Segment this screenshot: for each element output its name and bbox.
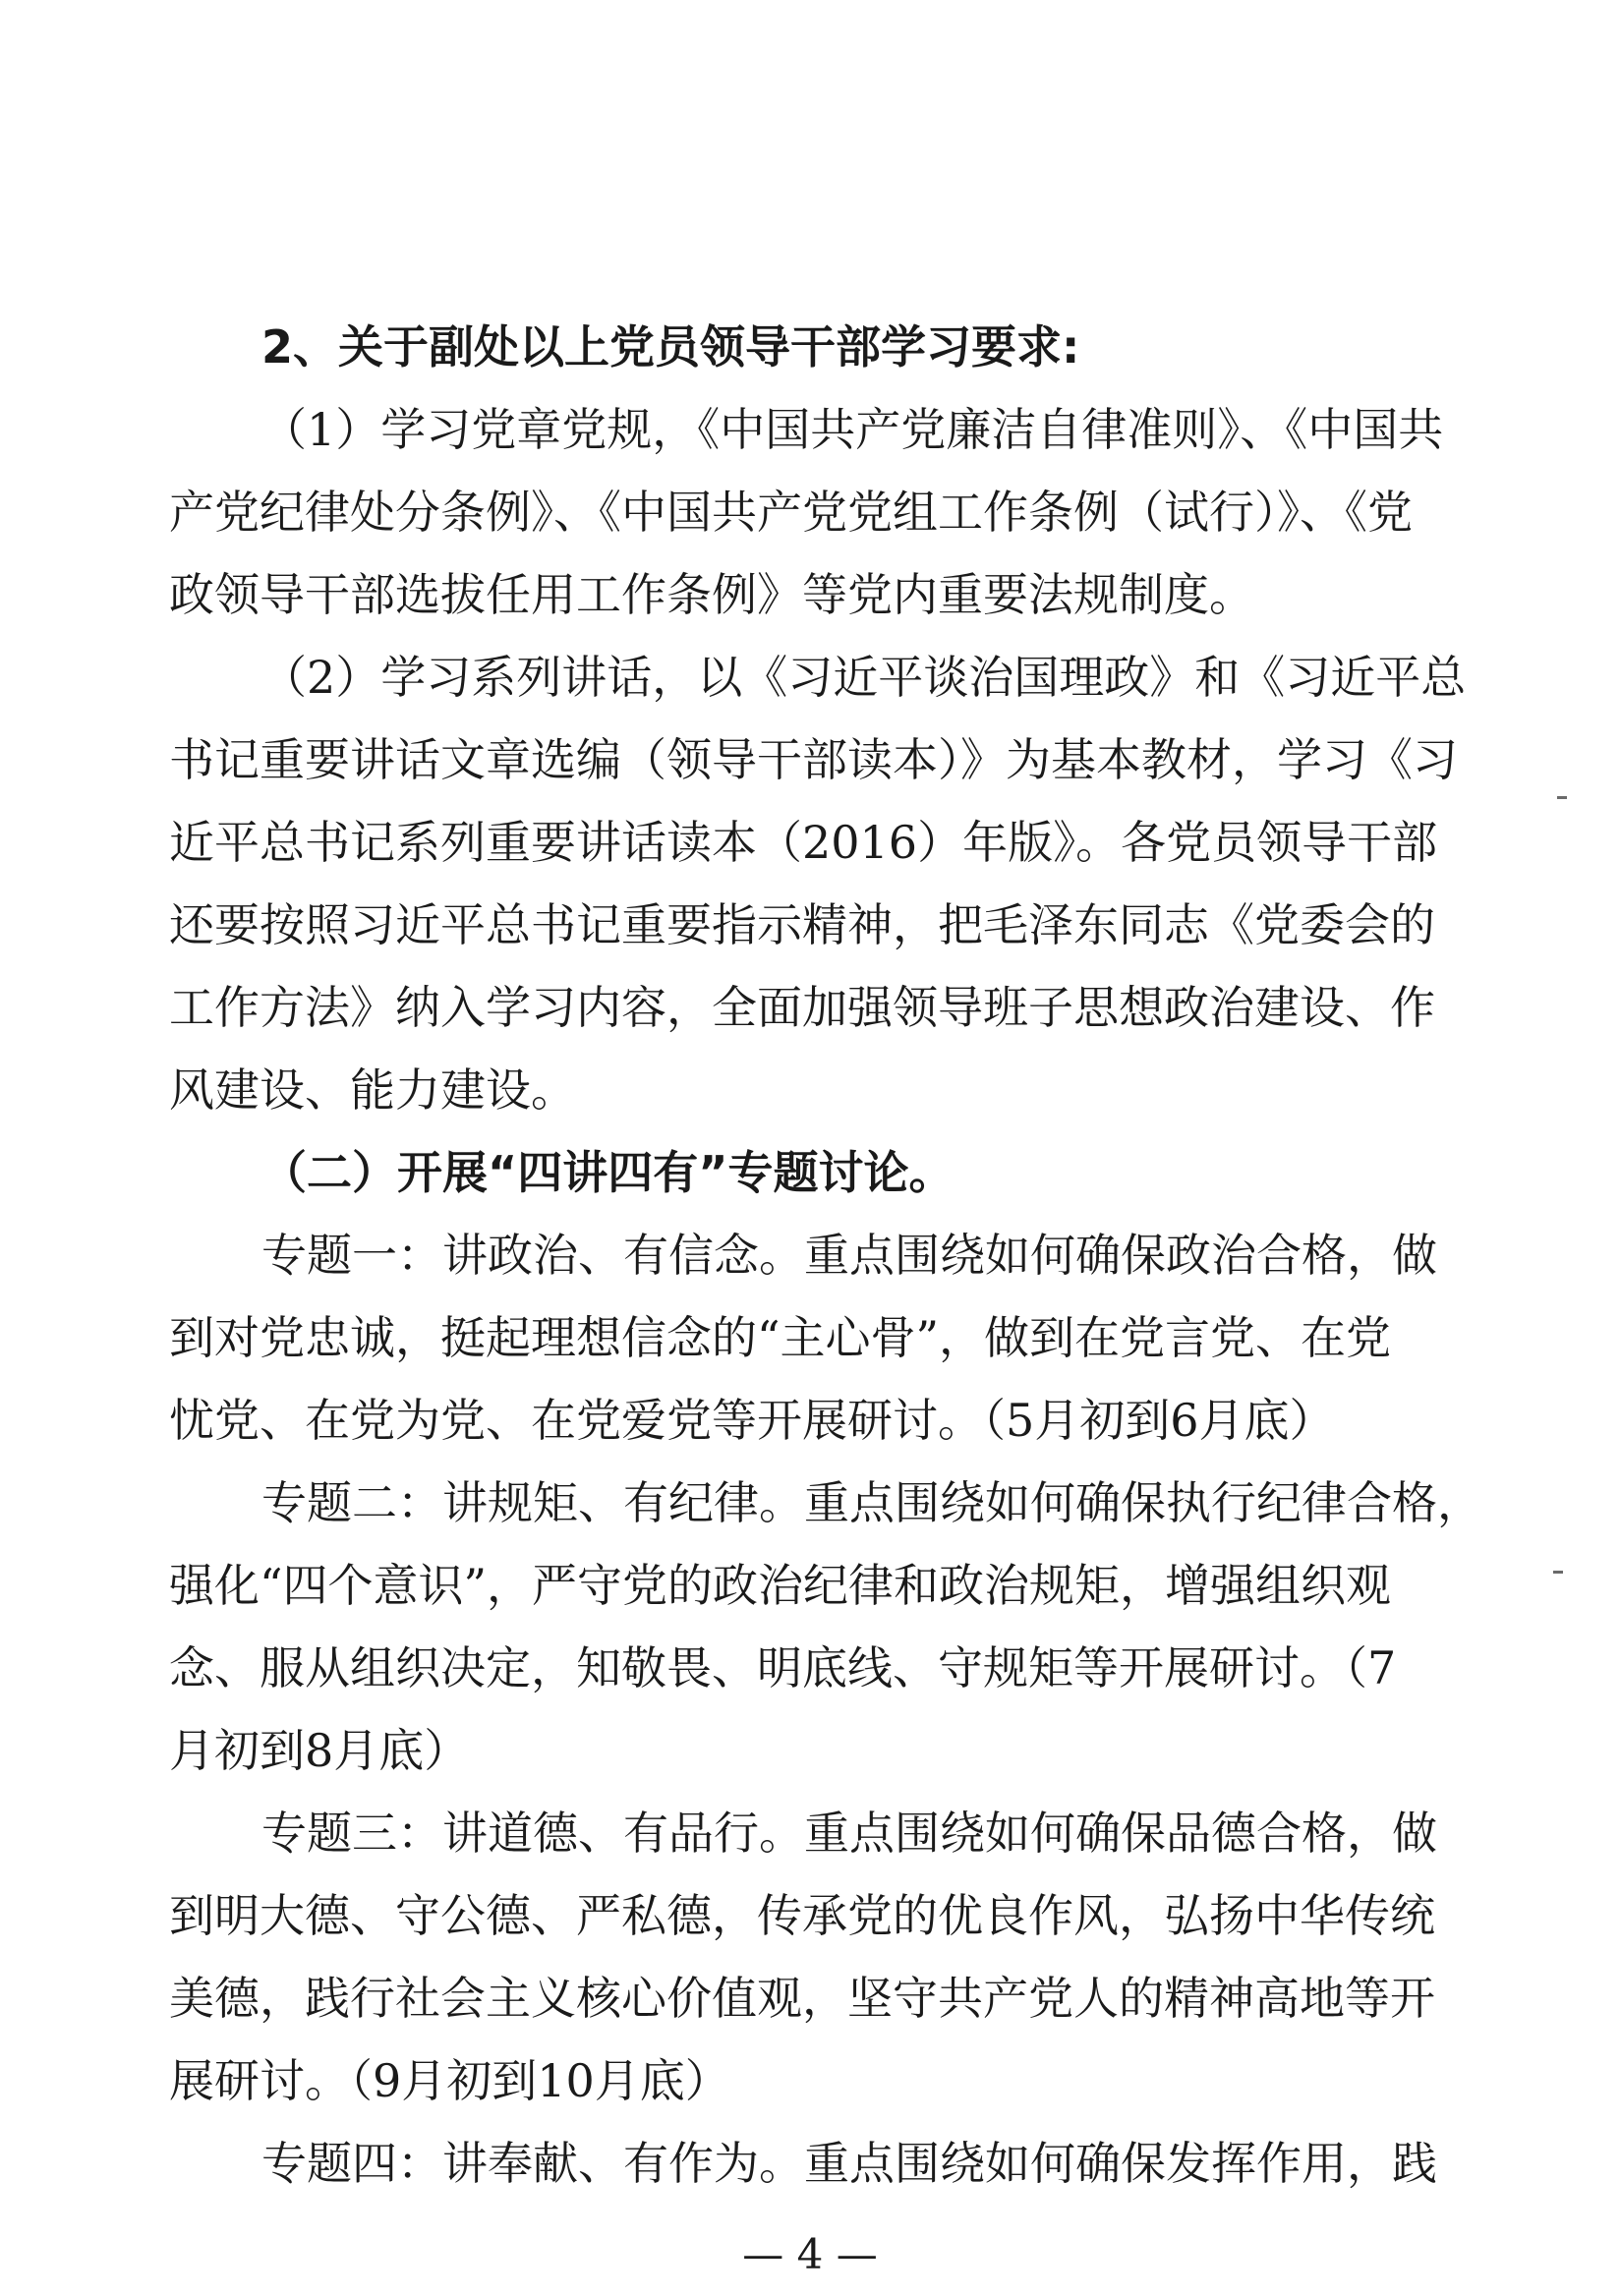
paragraph-line: （2）学习系列讲话，以《习近平谈治国理政》和《习近平总 [261, 651, 1467, 704]
paragraph-line: 政领导干部选拔任用工作条例》等党内重要法规制度。 [169, 568, 1254, 621]
paragraph-line: 念、服从组织决定，知敬畏、明底线、守规矩等开展研讨。（7 [169, 1641, 1397, 1694]
paragraph-line: 产党纪律处分条例》、《中国共产党党组工作条例（试行）》、《党 [169, 486, 1413, 539]
paragraph-line: 到对党忠诚，挺起理想信念的“主心骨”，做到在党言党、在党 [169, 1311, 1392, 1364]
paragraph-line: 还要按照习近平总书记重要指示精神，把毛泽东同志《党委会的 [169, 898, 1435, 951]
paragraph-line: 专题一：讲政治、有信念。重点围绕如何确保政治合格，做 [261, 1229, 1437, 1282]
paragraph-line: （1）学习党章党规，《中国共产党廉洁自律准则》、《中国共 [261, 403, 1444, 456]
paragraph-line: 专题三：讲道德、有品行。重点围绕如何确保品德合格，做 [261, 1807, 1437, 1860]
section-heading-study-requirements: 2、关于副处以上党员领导干部学习要求: [261, 320, 1080, 373]
paragraph-line: 到明大德、守公德、严私德，传承党的优良作风，弘扬中华传统 [169, 1889, 1435, 1942]
paragraph-line: 美德，践行社会主义核心价值观，坚守共产党人的精神高地等开 [169, 1972, 1435, 2025]
paragraph-line: 专题四：讲奉献、有作为。重点围绕如何确保发挥作用，践 [261, 2137, 1437, 2190]
page-number: — 4 — [742, 2230, 878, 2278]
paragraph-line: 展研讨。（9月初到10月底） [169, 2054, 730, 2107]
paragraph-line: 忧党、在党为党、在党爱党等开展研讨。（5月初到6月底） [169, 1394, 1335, 1447]
section-heading-four-topics: （二）开展“四讲四有”专题讨论。 [261, 1146, 955, 1199]
scan-mark [1557, 796, 1567, 799]
paragraph-line: 风建设、能力建设。 [169, 1063, 576, 1117]
paragraph-line: 月初到8月底） [169, 1724, 470, 1777]
paragraph-line: 书记重要讲话文章选编（领导干部读本）》为基本教材，学习《习 [169, 733, 1458, 786]
paragraph-line: 强化“四个意识”，严守党的政治纪律和政治规矩，增强组织观 [169, 1559, 1392, 1612]
scan-mark [1553, 1571, 1563, 1574]
paragraph-line: 工作方法》纳入学习内容，全面加强领导班子思想政治建设、作 [169, 981, 1435, 1034]
paragraph-line: 近平总书记系列重要讲话读本（2016）年版》。各党员领导干部 [169, 816, 1438, 869]
paragraph-line: 专题二：讲规矩、有纪律。重点围绕如何确保执行纪律合格， [261, 1476, 1482, 1529]
